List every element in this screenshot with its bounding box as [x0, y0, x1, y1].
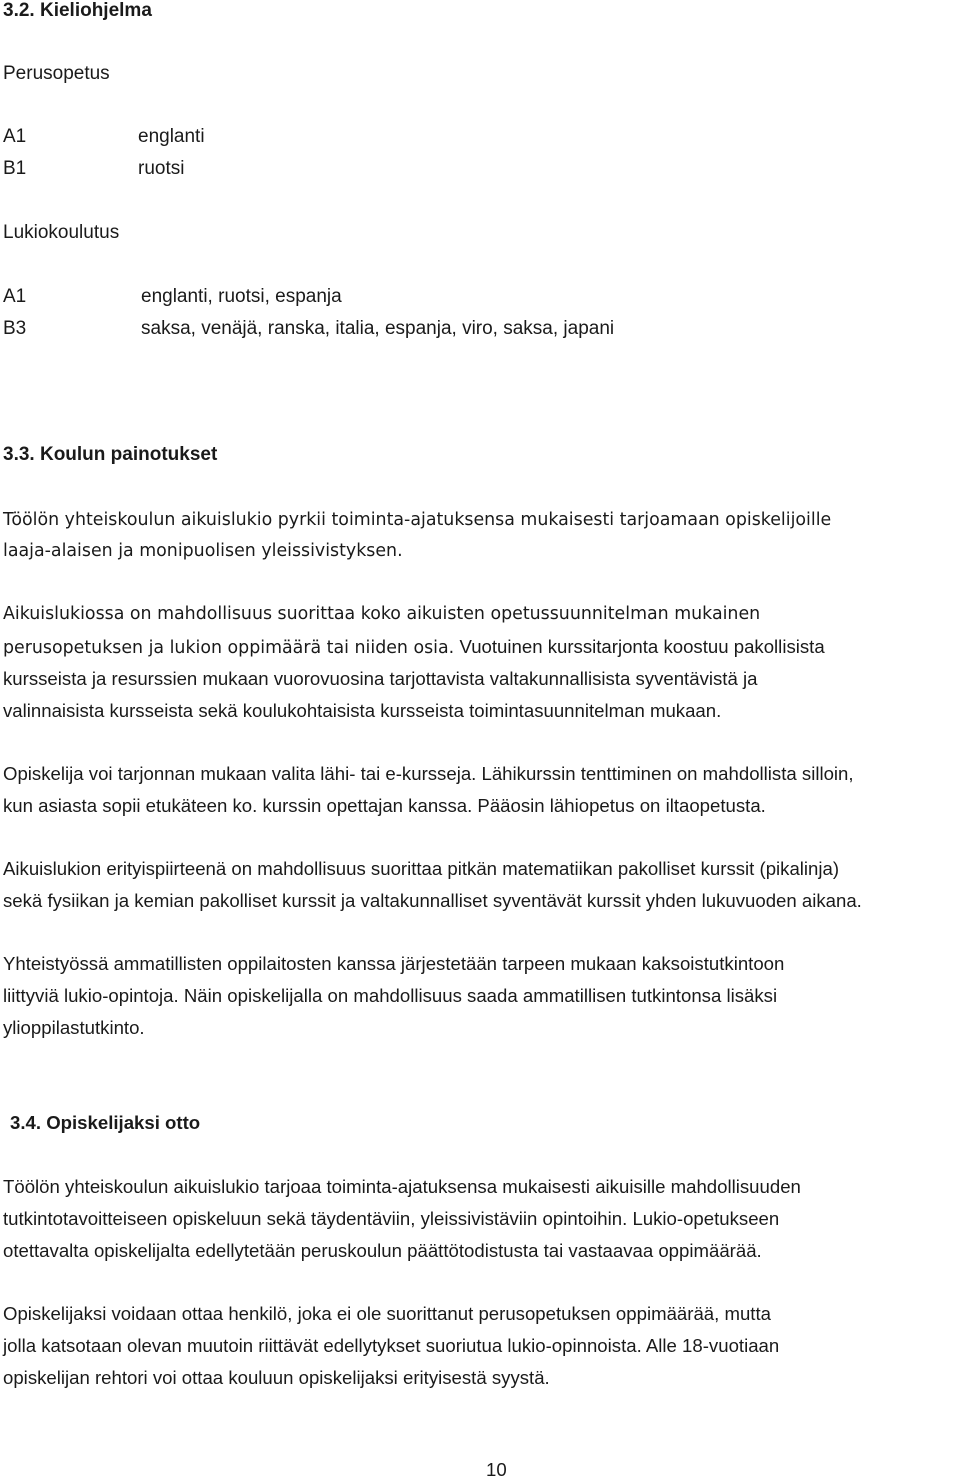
subheading-lukiokoulutus: Lukiokoulutus: [3, 222, 120, 243]
paragraph-segment: perusopetuksen ja lukion oppimäärä tai niiden osia.: [3, 638, 455, 658]
paragraph-line: tutkintotavoitteiseen opiskeluun sekä täydentäviin, yleissivistäviin opintoihin. Lukio-opetukseen: [3, 1208, 780, 1229]
section-heading-3-2: 3.2. Kieliohjelma: [3, 0, 152, 21]
paragraph-line: opiskelijan rehtori voi ottaa kouluun opiskelijaksi erityisestä syystä.: [3, 1367, 550, 1388]
language-code: A1: [3, 126, 27, 147]
paragraph-line: laaja-alaisen ja monipuolisen yleissivistyksen.: [3, 541, 403, 561]
paragraph-line: otettavalta opiskelijalta edellytetään peruskoulun päättötodistusta tai vastaavaa oppimäärää.: [3, 1240, 762, 1261]
paragraph-segment: Vuotuinen kurssitarjonta koostuu pakollisista: [459, 636, 825, 657]
paragraph-line: sekä fysiikan ja kemian pakolliset kurssit ja valtakunnalliset syventävät kurssit yhden lukuvuoden aikana.: [3, 890, 862, 911]
page-number: 10: [486, 1459, 507, 1480]
paragraph-line: Opiskelija voi tarjonnan mukaan valita lähi- tai e-kursseja. Lähikurssin tenttiminen on mahdollista silloin,: [3, 763, 854, 784]
paragraph-line: Töölön yhteiskoulun aikuislukio tarjoaa toiminta-ajatuksensa mukaisesti aikuisille mahdollisuuden: [3, 1176, 801, 1197]
language-list: ruotsi: [138, 158, 185, 179]
paragraph-line: Aikuislukion erityispiirteenä on mahdollisuus suorittaa pitkän matematiikan pakolliset kurssit (pikalinja): [3, 858, 840, 879]
paragraph-line: kun asiasta sopii etukäteen ko. kurssin opettajan kanssa. Pääosin lähiopetus on iltaopetusta.: [3, 795, 766, 816]
section-heading-3-4: [10, 1112, 200, 1134]
paragraph-line: Opiskelijaksi voidaan ottaa henkilö, joka ei ole suorittanut perusopetuksen oppimäärää, mutta: [3, 1303, 771, 1324]
paragraph-line: Yhteistyössä ammatillisten oppilaitosten kanssa järjestetään tarpeen mukaan kaksoistutkintoon: [3, 953, 785, 974]
paragraph-line: Töölön yhteiskoulun aikuislukio pyrkii toiminta-ajatuksensa mukaisesti tarjoamaan opiskelijoille: [3, 510, 832, 530]
language-list: englanti, ruotsi, espanja: [141, 286, 342, 307]
language-code: B3: [3, 318, 27, 339]
paragraph-line: Aikuislukiossa on mahdollisuus suorittaa koko aikuisten opetussuunnitelman mukainen: [3, 604, 761, 624]
paragraph-line: kursseista ja resurssien mukaan vuorovuosina tarjottavista valtakunnallisista syventävistä ja: [3, 668, 758, 689]
section-number: 3.4.: [10, 1112, 42, 1133]
paragraph-line: [3, 636, 825, 659]
language-list: saksa, venäjä, ranska, italia, espanja, viro, saksa, japani: [141, 318, 615, 339]
language-code: A1: [3, 286, 27, 307]
language-list: englanti: [138, 126, 205, 147]
paragraph-line: liittyviä lukio-opintoja. Näin opiskelijalla on mahdollisuus saada ammatillisen tutkintonsa lisäksi: [3, 985, 778, 1006]
section-title: Opiskelijaksi otto: [46, 1112, 201, 1133]
subheading-perusopetus: Perusopetus: [3, 63, 110, 84]
paragraph-line: valinnaisista kursseista sekä koulukohtaisista kursseista toimintasuunnitelman mukaan.: [3, 700, 722, 721]
paragraph-line: ylioppilastutkinto.: [3, 1017, 145, 1038]
language-code: B1: [3, 158, 27, 179]
section-heading-3-3: 3.3. Koulun painotukset: [3, 444, 218, 465]
paragraph-line: jolla katsotaan olevan muutoin riittävät edellytykset suoriutua lukio-opinnoista. Alle 18-vuotiaan: [3, 1335, 780, 1356]
